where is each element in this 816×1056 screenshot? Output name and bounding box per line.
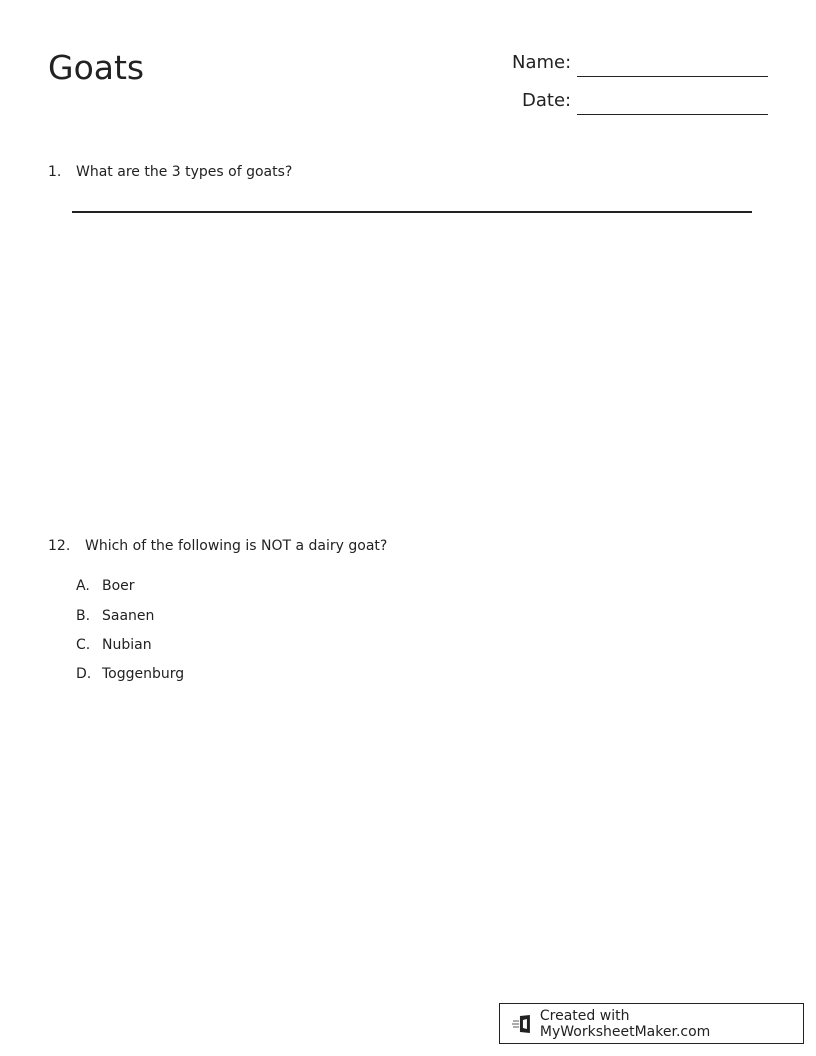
question-text: Which of the following is NOT a dairy goat? xyxy=(85,538,388,554)
name-field[interactable] xyxy=(577,76,768,77)
option-letter: D. xyxy=(76,666,92,682)
answer-line[interactable] xyxy=(72,211,752,213)
option-letter: B. xyxy=(76,608,91,624)
option-letter: C. xyxy=(76,637,91,653)
option-text: Toggenburg xyxy=(102,666,185,682)
question-12 xyxy=(48,538,387,554)
option-letter: A. xyxy=(76,578,90,594)
option-d[interactable] xyxy=(76,666,184,682)
option-c[interactable] xyxy=(76,637,152,653)
option-text: Nubian xyxy=(102,637,152,653)
question-number: 1. xyxy=(48,164,62,180)
date-field[interactable] xyxy=(577,114,768,115)
question-number: 12. xyxy=(48,538,71,554)
option-b[interactable] xyxy=(76,608,154,624)
name-label: Name: xyxy=(512,52,572,73)
worksheet-logo-icon xyxy=(512,1013,534,1035)
date-label: Date: xyxy=(522,90,572,111)
question-1 xyxy=(48,164,292,180)
option-text: Saanen xyxy=(102,608,155,624)
footer-text: Created with MyWorksheetMaker.com xyxy=(539,1007,711,1040)
question-text: What are the 3 types of goats? xyxy=(76,164,293,180)
option-text: Boer xyxy=(102,578,135,594)
option-a[interactable] xyxy=(76,578,135,594)
worksheet-title: Goats xyxy=(48,48,145,87)
footer-badge[interactable] xyxy=(499,1003,804,1044)
